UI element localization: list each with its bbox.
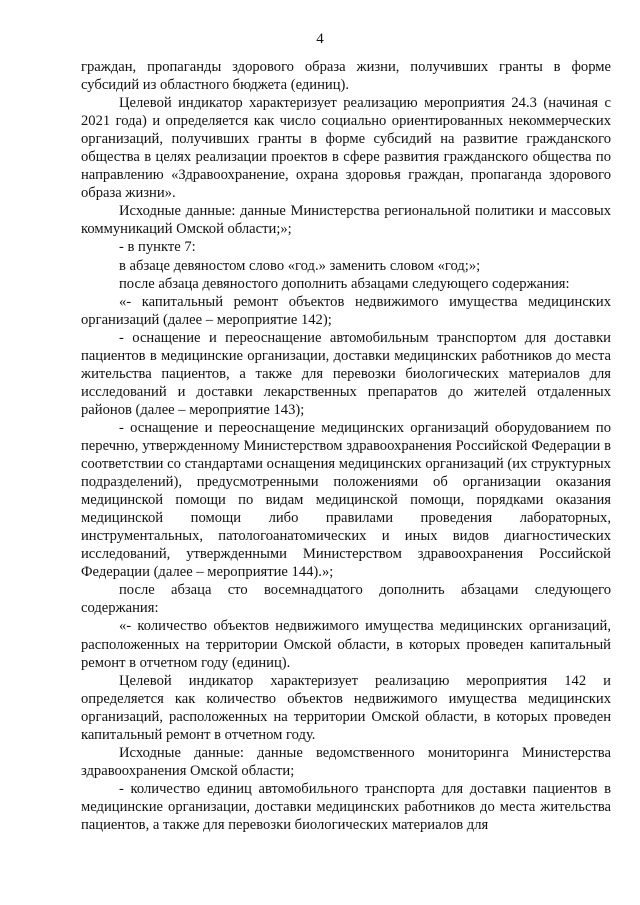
paragraph-measure-143: - оснащение и переоснащение автомобильным транспортом для доставки пациентов в медицинские организации, доставки медицинских работников до места жительства пациентов, а также для перевозки биологических материалов для исследований и доставки лекарственных препаратов до жителей отдаленных районов (далее – мероприятие 143); — [81, 329, 611, 418]
page-number: 4 — [316, 31, 324, 47]
paragraph-continuation: граждан, пропаганды здорового образа жизни, получивших гранты в форме субсидий из областного бюджета (единиц). — [81, 59, 611, 94]
paragraph-point-7: - в пункте 7: — [119, 239, 196, 256]
paragraph-source-monitoring: Исходные данные: данные ведомственного мониторинга Министерства здравоохранения Омской области; — [81, 744, 611, 779]
paragraph-replace-word: в абзаце девяностом слово «год.» заменить словом «год;»; — [119, 257, 481, 274]
paragraph-count-objects: «- количество объектов недвижимого имущества медицинских организаций, расположенных на территории Омской области, в которых проведен капитальный ремонт в отчетном году (единиц). — [81, 618, 611, 671]
paragraph-add-after-90: после абзаца девяностого дополнить абзацами следующего содержания: — [119, 275, 570, 292]
paragraph-indicator-142: Целевой индикатор характеризует реализацию мероприятия 142 и определяется как количество объектов недвижимого имущества медицинских организаций, расположенных на территории Омской области, в которых проведен капитальный ремонт в отчетном году. — [81, 672, 611, 743]
paragraph-count-vehicles: - количество единиц автомобильного транспорта для доставки пациентов в медицинские организации, доставки медицинских работников до места жительства пациентов, а также для перевозки биологических материалов для — [81, 780, 611, 833]
document-body — [81, 58, 611, 834]
paragraph-measure-142: «- капитальный ремонт объектов недвижимого имущества медицинских организаций (далее – мероприятие 142); — [81, 293, 611, 328]
paragraph-indicator-24-3: Целевой индикатор характеризует реализацию мероприятия 24.3 (начиная с 2021 года) и определяется как число социально ориентированных некоммерческих организаций, получивших гранты в форме субсидий на развитие гражданского общества в целях реализации проектов в сфере развития гражданского общества по направлению «Здравоохранение, охрана здоровья граждан, пропаганда здорового образа жизни». — [81, 95, 611, 202]
paragraph-source-data: Исходные данные: данные Министерства региональной политики и массовых коммуникаций Омской области;»; — [81, 203, 611, 238]
paragraph-measure-144: - оснащение и переоснащение медицинских организаций оборудованием по перечню, утвержденному Министерством здравоохранения Российской Федерации в соответствии со стандартами оснащения медицинских организаций (их структурных подразделений), предусмотренными положениями об организации оказания медицинской помощи по видам медицинской помощи, порядками оказания медицинской помощи либо правилами проведения лабораторных, инструментальных, патологоанатомических и иных видов диагностических исследований, утвержденными Министерством здравоохранения Российской Федерации (далее – мероприятие 144).»; — [81, 419, 611, 581]
paragraph-add-after-118: после абзаца сто восемнадцатого дополнить абзацами следующего содержания: — [81, 582, 611, 617]
